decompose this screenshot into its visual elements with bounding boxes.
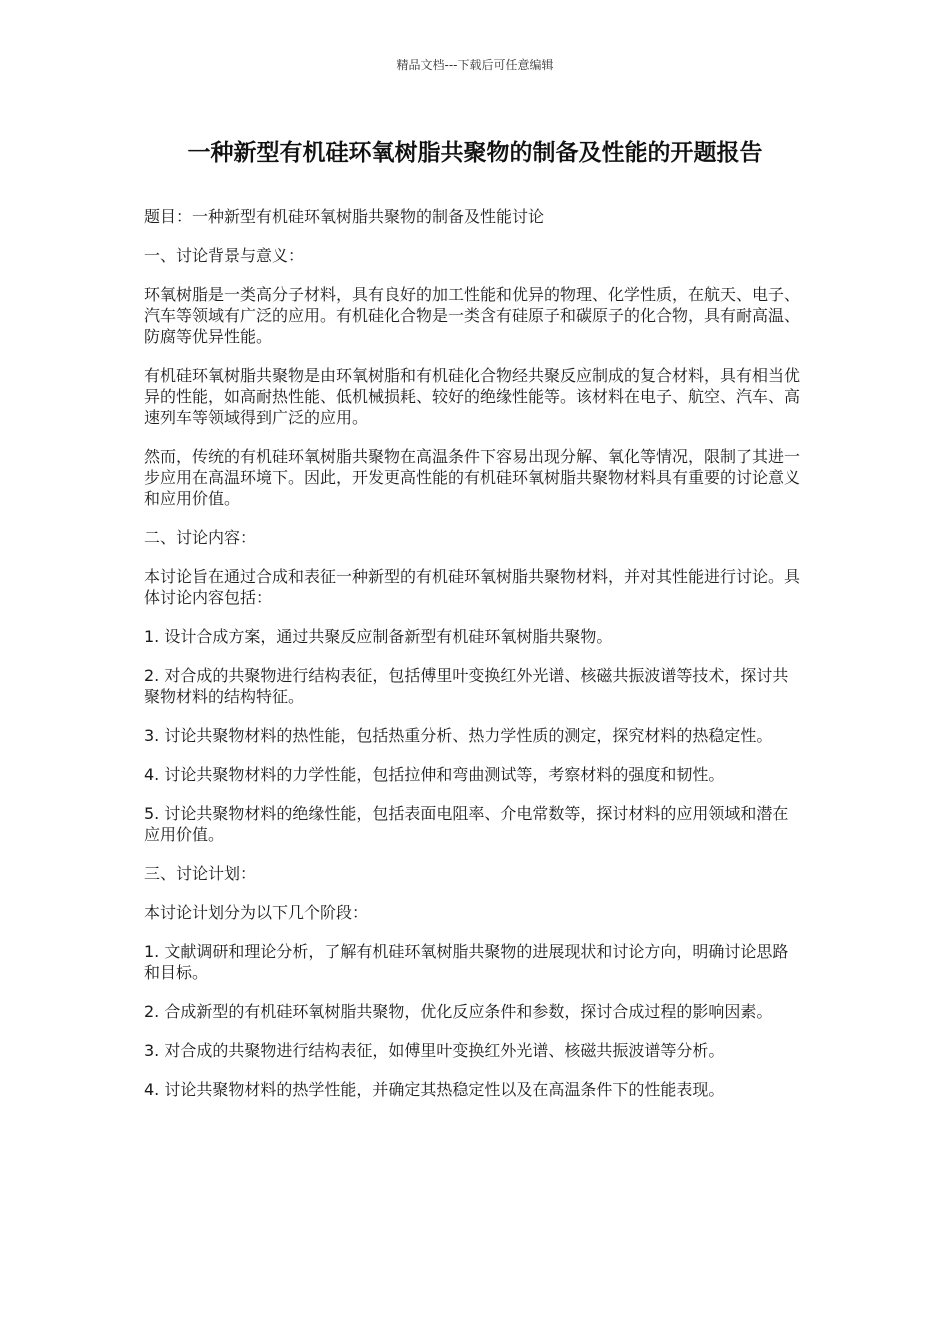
background-paragraph: 然而，传统的有机硅环氧树脂共聚物在高温条件下容易出现分解、氧化等情况，限制了其进一步应用在高温环境下。因此，开发更高性能的有机硅环氧树脂共聚物材料具有重要的讨论意义和应用价值。 bbox=[144, 447, 801, 508]
page-header-note: 精品文档---下载后可任意编辑 bbox=[396, 58, 554, 72]
plan-list-item: 3. 对合成的共聚物进行结构表征，如傅里叶变换红外光谱、核磁共振波谱等分析。 bbox=[144, 1041, 725, 1060]
section-heading-background: 一、讨论背景与意义： bbox=[144, 246, 305, 265]
section-heading-content: 二、讨论内容： bbox=[144, 528, 257, 547]
background-paragraph: 有机硅环氧树脂共聚物是由环氧树脂和有机硅化合物经共聚反应制成的复合材料，具有相当优异的性能，如高耐热性能、低机械损耗、较好的绝缘性能等。该材料在电子、航空、汽车、高速列车等领域得到广泛的应用。 bbox=[144, 366, 801, 427]
background-paragraph: 环氧树脂是一类高分子材料，具有良好的加工性能和优异的物理、化学性质，在航天、电子、汽车等领域有广泛的应用。有机硅化合物是一类含有硅原子和碳原子的化合物，具有耐高温、防腐等优异性能。 bbox=[144, 285, 801, 346]
content-list-item: 3. 讨论共聚物材料的热性能，包括热重分析、热力学性质的测定，探究材料的热稳定性。 bbox=[144, 726, 773, 745]
section-heading-plan: 三、讨论计划： bbox=[144, 864, 257, 883]
content-list-item: 5. 讨论共聚物材料的绝缘性能，包括表面电阻率、介电常数等，探讨材料的应用领域和潜在应用价值。 bbox=[144, 804, 789, 844]
content-list-item: 2. 对合成的共聚物进行结构表征，包括傅里叶变换红外光谱、核磁共振波谱等技术，探讨共聚物材料的结构特征。 bbox=[144, 666, 789, 706]
topic-line: 题目：一种新型有机硅环氧树脂共聚物的制备及性能讨论 bbox=[144, 207, 545, 226]
content-list-item: 4. 讨论共聚物材料的力学性能，包括拉伸和弯曲测试等，考察材料的强度和韧性。 bbox=[144, 765, 725, 784]
content-intro-paragraph: 本讨论旨在通过合成和表征一种新型的有机硅环氧树脂共聚物材料，并对其性能进行讨论。具体讨论内容包括： bbox=[144, 567, 801, 607]
document-title: 一种新型有机硅环氧树脂共聚物的制备及性能的开题报告 bbox=[187, 140, 763, 166]
plan-intro-paragraph: 本讨论计划分为以下几个阶段： bbox=[144, 903, 369, 922]
content-list-item: 1. 设计合成方案，通过共聚反应制备新型有机硅环氧树脂共聚物。 bbox=[144, 627, 613, 646]
document-body bbox=[144, 206, 804, 1118]
plan-list-item: 2. 合成新型的有机硅环氧树脂共聚物，优化反应条件和参数，探讨合成过程的影响因素。 bbox=[144, 1002, 773, 1021]
plan-list-item: 1. 文献调研和理论分析，了解有机硅环氧树脂共聚物的进展现状和讨论方向，明确讨论思路和目标。 bbox=[144, 942, 789, 982]
plan-list-item: 4. 讨论共聚物材料的热学性能，并确定其热稳定性以及在高温条件下的性能表现。 bbox=[144, 1080, 725, 1099]
